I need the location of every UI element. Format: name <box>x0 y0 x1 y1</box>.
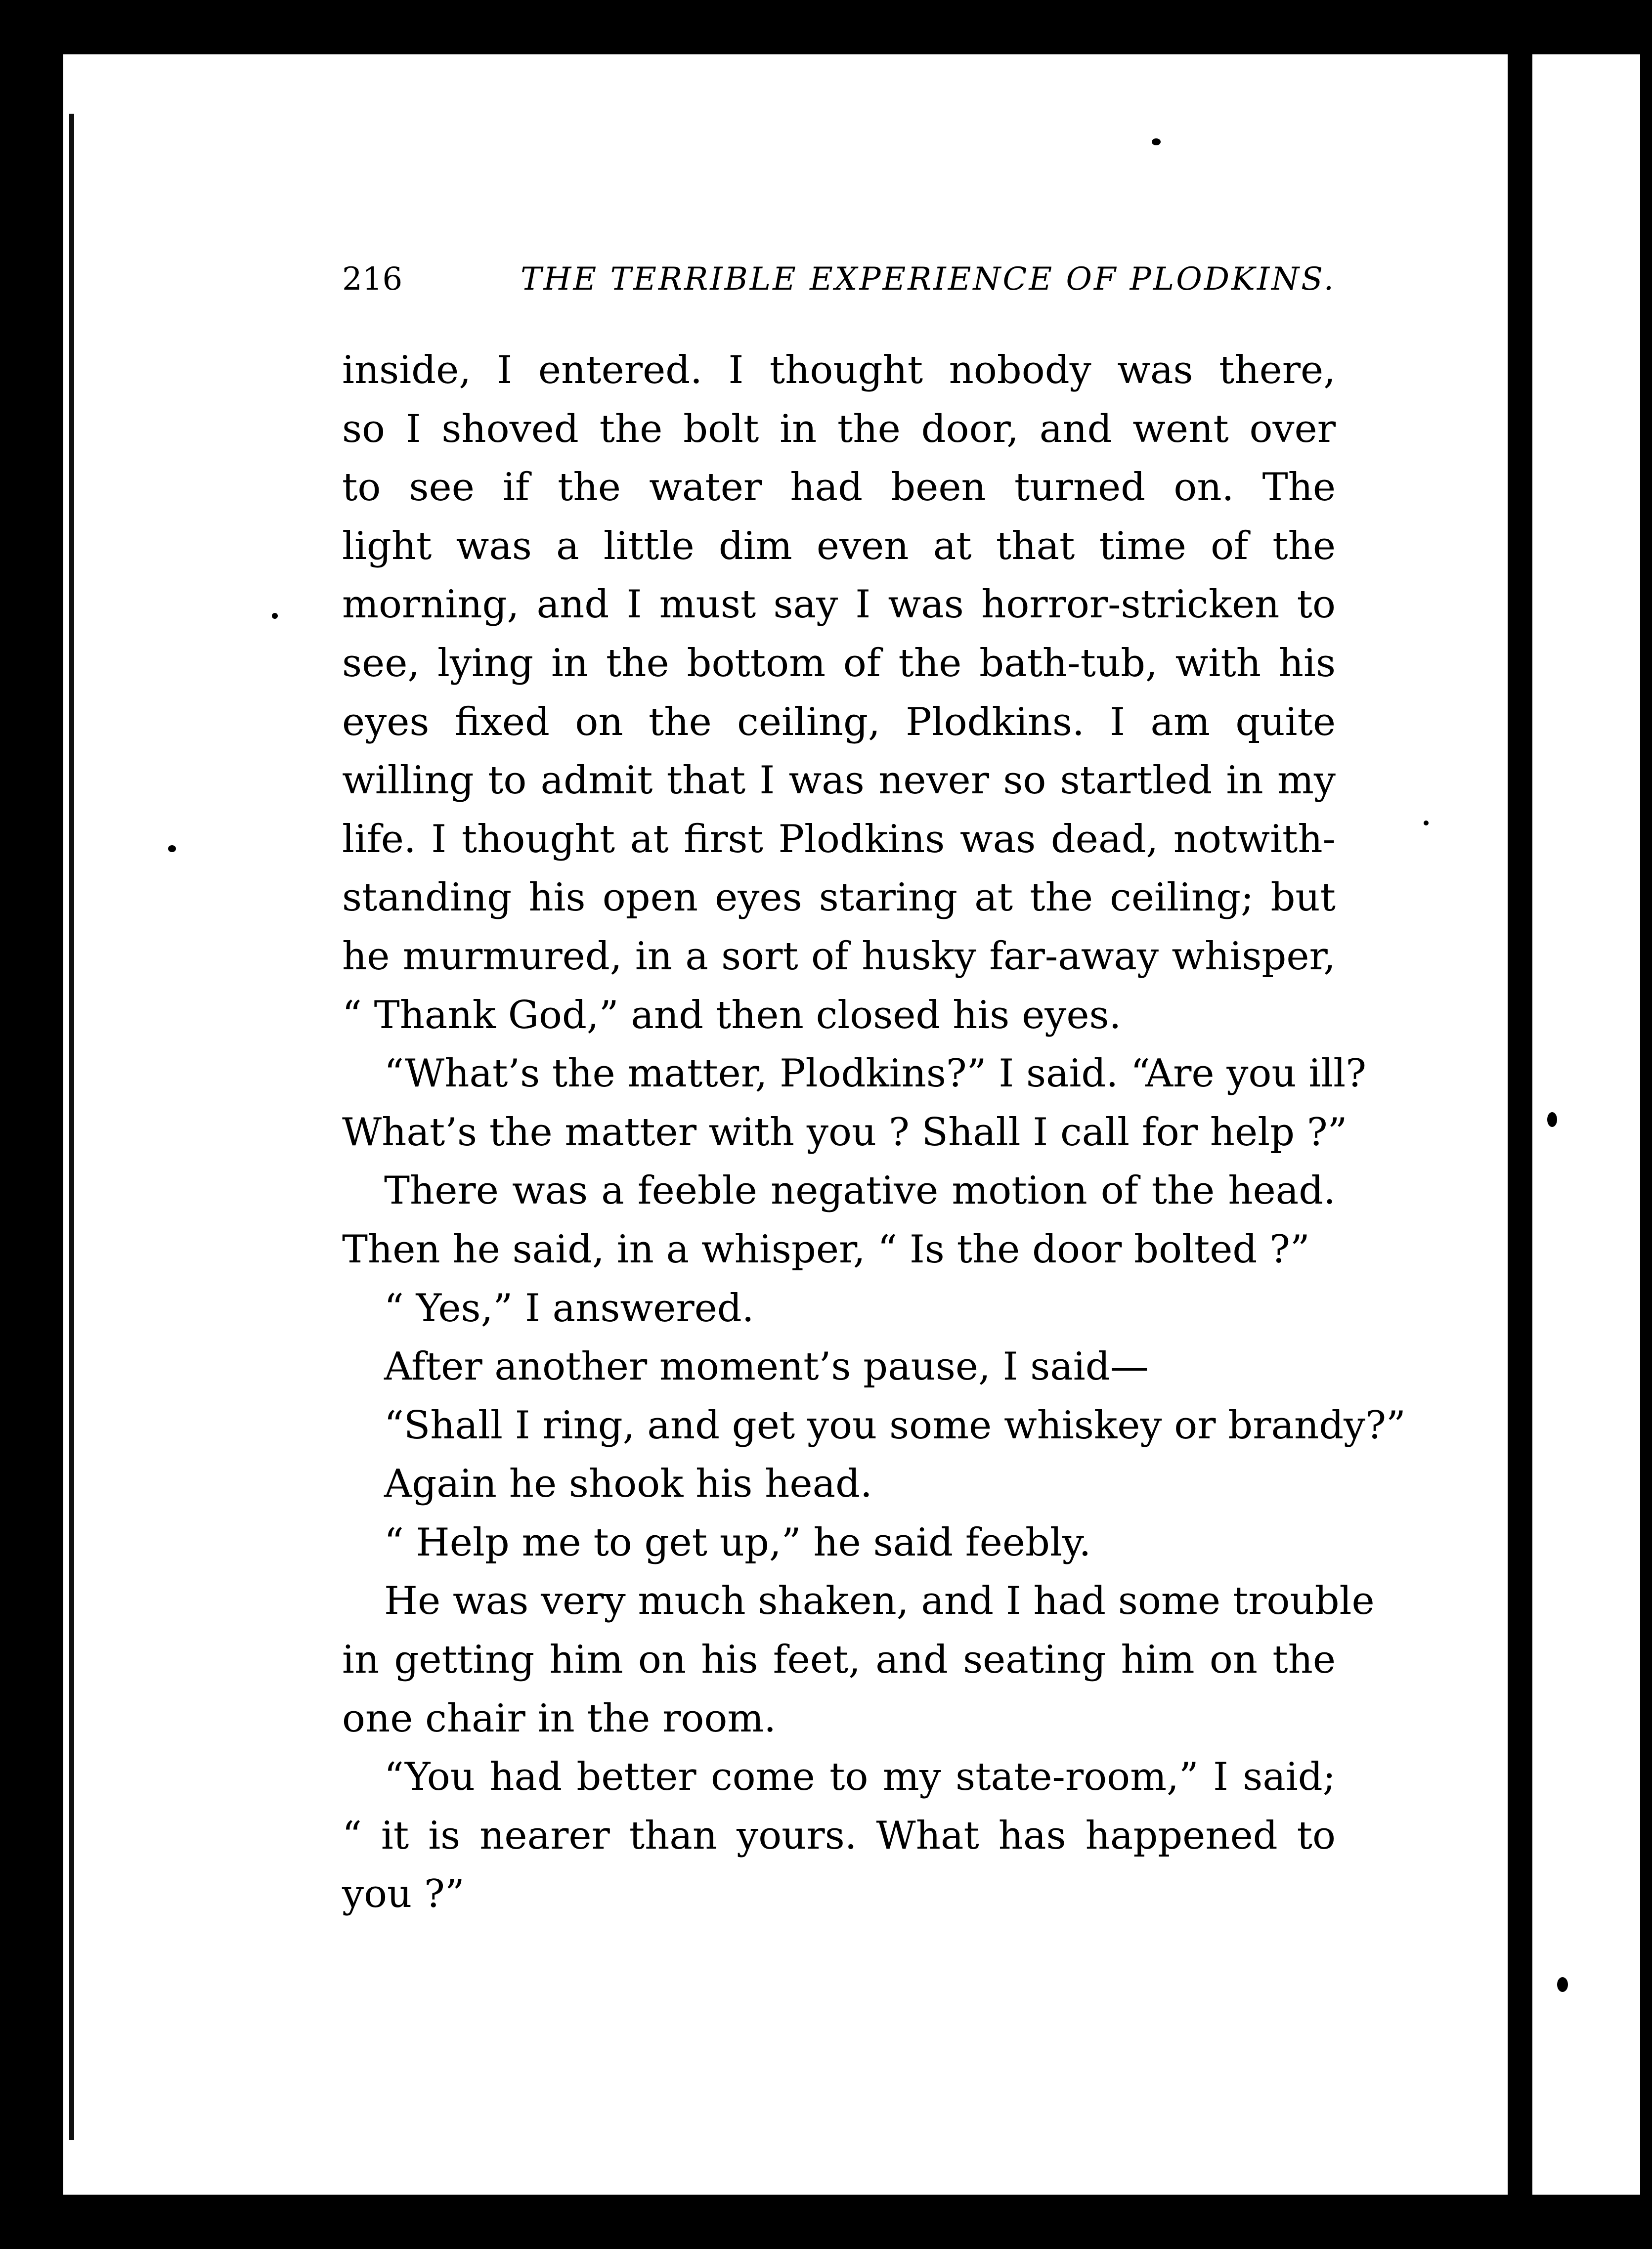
text-line: to see if the water had been turned on. The <box>342 465 1336 510</box>
text-line: He was very much shaken, and I had some trouble <box>384 1579 1375 1624</box>
text-line: in getting him on his feet, and seating him on the <box>342 1638 1336 1683</box>
body-text <box>342 341 1406 1924</box>
text-line: standing his open eyes staring at the ceiling; but <box>342 875 1336 920</box>
text-line: eyes fixed on the ceiling, Plodkins. I am quite <box>342 699 1336 744</box>
left-page-edge <box>69 114 74 2140</box>
text-line: What’s the matter with you ? Shall I call for help ?” <box>342 1110 1348 1155</box>
text-line: inside, I entered. I thought nobody was there, <box>342 348 1336 392</box>
text-line: There was a feeble negative motion of the head. <box>384 1168 1336 1213</box>
scan-speck <box>1424 821 1429 825</box>
text-line: “ Yes,” I answered. <box>384 1286 754 1331</box>
scan-speck <box>1152 138 1161 145</box>
text-line: After another moment’s pause, I said— <box>384 1344 1149 1389</box>
text-line: light was a little dim even at that time of the <box>342 523 1336 568</box>
text-line: Again he shook his head. <box>384 1462 872 1507</box>
scan-speck <box>168 845 176 852</box>
text-line: he murmured, in a sort of husky far-away whisper, <box>342 934 1336 979</box>
text-line: “ Thank God,” and then closed his eyes. <box>342 993 1122 1038</box>
scan-speck <box>1557 1977 1568 1992</box>
running-head <box>342 252 1336 306</box>
scan-speck <box>272 613 278 619</box>
page-number: 216 <box>342 261 403 298</box>
text-line: willing to admit that I was never so startled in my <box>342 758 1336 803</box>
right-margin <box>1532 54 1640 2200</box>
bottom-scan-border <box>63 2195 1640 2249</box>
text-line: “ Help me to get up,” he said feebly. <box>384 1520 1091 1565</box>
running-title: THE TERRIBLE EXPERIENCE OF PLODKINS. <box>520 261 1336 298</box>
text-line: so I shoved the bolt in the door, and went over <box>342 406 1336 451</box>
text-line: “What’s the matter, Plodkins?” I said. “Are you ill? <box>384 1051 1367 1096</box>
text-line: “Shall I ring, and get you some whiskey or brandy?” <box>384 1403 1406 1448</box>
book-spine-edge <box>1508 54 1532 2209</box>
text-line: you ?” <box>342 1872 465 1917</box>
text-line: one chair in the room. <box>342 1696 777 1741</box>
text-line: Then he said, in a whisper, “ Is the door bolted ?” <box>342 1227 1310 1272</box>
text-line: life. I thought at first Plodkins was dead, notwith- <box>342 817 1336 862</box>
text-line: see, lying in the bottom of the bath-tub, with his <box>342 641 1336 686</box>
text-line: morning, and I must say I was horror-stricken to <box>342 582 1336 627</box>
text-line: “ it is nearer than yours. What has happened to <box>342 1813 1336 1858</box>
text-line: “You had better come to my state-room,” I said; <box>384 1755 1336 1800</box>
scan-speck <box>1547 1112 1557 1127</box>
